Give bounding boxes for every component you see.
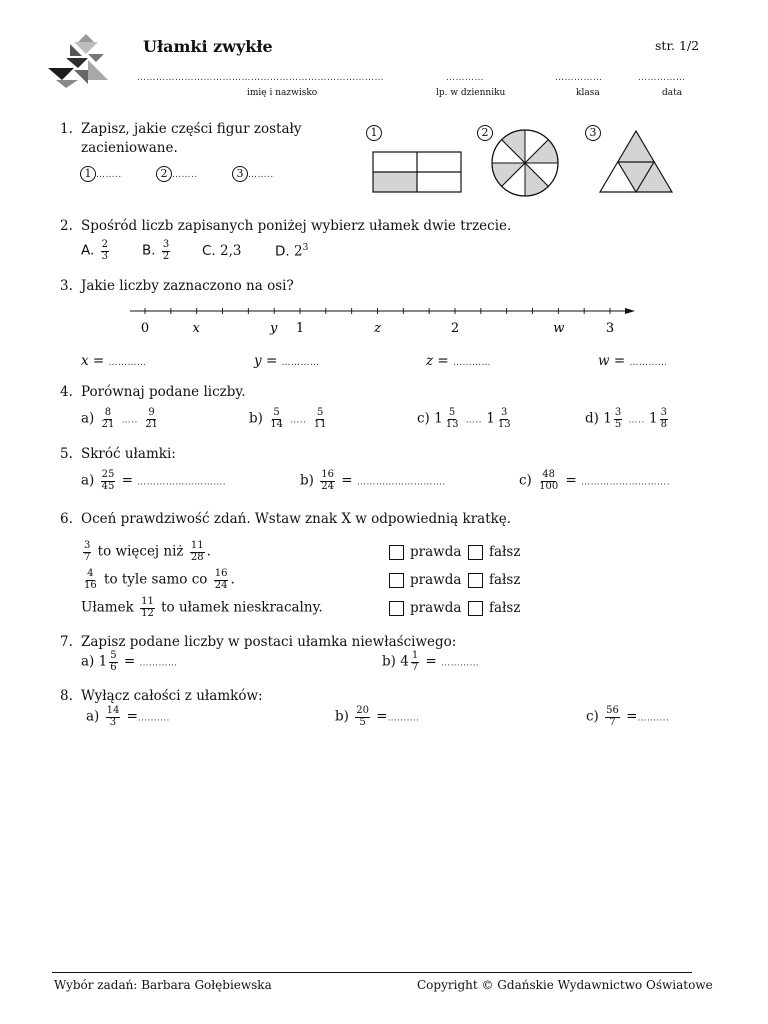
q4-item-c[interactable]: c) 1 $\frac{5}{13}$ ….. 1 $\frac{3}{13}$ [417,407,511,430]
q4-number: 4. [60,384,73,400]
q5-item-b[interactable]: b) $\frac{16}{24}$ = ………………………. [300,469,446,492]
q7-number: 7. [60,634,73,650]
q2-option-c[interactable]: C. 2,3 [202,243,242,259]
date-field-label: data [662,88,683,98]
q6-row3-false[interactable]: fałsz [468,600,520,616]
axis-label: 0 [140,321,150,336]
q2-option-d[interactable]: D. $2^3$ [275,243,309,260]
axis-label: w [553,321,565,336]
footer-author: Wybór zadań: Barbara Gołębiewska [54,978,272,992]
checkbox[interactable] [389,545,404,560]
checkbox[interactable] [389,573,404,588]
q8-item-b[interactable]: b) $\frac{20}{5}$ =………. [335,705,420,728]
q5-item-c[interactable]: c) $\frac{48}{100}$ = ………………………. [519,469,670,492]
axis-label: z [374,321,381,336]
name-field-line[interactable]: …………………………………………………………………… [137,73,384,83]
q8-number: 8. [60,688,73,704]
q8-text: Wyłącz całości z ułamków: [81,688,263,704]
q2-option-b[interactable]: B. $\frac{3}{2}$ [142,239,170,262]
q5-text: Skróć ułamki: [81,446,176,462]
q6-row2-false[interactable]: fałsz [468,572,520,588]
q2-option-a[interactable]: A. $\frac{2}{3}$ [81,239,108,262]
publisher-logo [48,34,114,88]
checkbox[interactable] [468,573,483,588]
number-field-line[interactable]: ………… [446,73,484,83]
footer-copyright: Copyright © Gdańskie Wydawnictwo Oświatowe [417,978,713,992]
figure-3-label: 3 [585,125,601,141]
q4-item-d[interactable]: d) 1 $\frac{3}{5}$ ….. 1 $\frac{3}{8}$ [585,407,667,430]
q1-answer-1[interactable]: 1 …….. [80,165,122,182]
q8-item-a[interactable]: a) $\frac{14}{3}$ =………. [86,705,170,728]
q6-text: Oceń prawdziwość zdań. Wstaw znak X w odpowiednią kratkę. [81,511,512,527]
axis-label: 3 [605,321,615,336]
number-line [125,304,640,344]
q4-item-a[interactable]: a) $\frac{8}{21}$ ….. $\frac{9}{21}$ [81,407,158,430]
q1-answer-2[interactable]: 2 …….. [156,165,198,182]
q7-text: Zapisz podane liczby w postaci ułamka niewłaściwego: [81,634,457,650]
axis-label: x [192,321,200,336]
q1-text-line1: Zapisz, jakie części figur zostały [81,121,302,137]
q6-statement-3: Ułamek $\frac{11}{12}$ to ułamek nieskracalny. [81,596,323,619]
date-field-line[interactable]: …………… [638,73,686,83]
q7-item-a[interactable]: a) 1 $\frac{5}{6}$ = ………… [81,650,178,673]
q8-item-c[interactable]: c) $\frac{56}{7}$ =………. [586,705,670,728]
class-field-label: klasa [576,88,600,98]
q5-number: 5. [60,446,73,462]
circled-number: 1 [80,166,96,182]
checkbox[interactable] [389,601,404,616]
q6-row1-true[interactable]: prawda [389,544,461,560]
q4-item-b[interactable]: b) $\frac{5}{14}$ ….. $\frac{5}{11}$ [249,407,327,430]
checkbox[interactable] [468,545,483,560]
number-field-label: lp. w dzienniku [436,88,506,98]
q3-answer-x[interactable]: x = ………… [81,353,147,369]
axis-label: 1 [295,321,305,336]
footer-rule [52,972,692,973]
axis-label: y [269,321,278,336]
checkbox[interactable] [468,601,483,616]
q6-row3-true[interactable]: prawda [389,600,461,616]
figure-triangle [596,128,676,194]
q6-statement-2: $\frac{4}{16}$ to tyle samo co $\frac{16}{24}$ . [84,568,235,591]
name-field-label: imię i nazwisko [247,88,318,98]
q2-text: Spośród liczb zapisanych poniżej wybierz ułamek dwie trzecie. [81,218,512,234]
q6-number: 6. [60,511,73,527]
circled-number: 3 [232,166,248,182]
page-title: Ułamki zwykłe [143,37,273,56]
q5-item-a[interactable]: a) $\frac{25}{45}$ = ………………………. [81,469,227,492]
class-field-line[interactable]: …………… [555,73,603,83]
q3-text: Jakie liczby zaznaczono na osi? [81,278,294,294]
axis-label: 2 [450,321,460,336]
q4-text: Porównaj podane liczby. [81,384,246,400]
q3-answer-w[interactable]: w = ………… [598,353,668,369]
q3-number: 3. [60,278,73,294]
q1-text-line2: zacieniowane. [81,140,178,156]
q6-statement-1: $\frac{3}{7}$ to więcej niż $\frac{11}{28}$ . [84,540,211,563]
q6-row2-true[interactable]: prawda [389,572,461,588]
q3-answer-z[interactable]: z = ………… [426,353,492,369]
q1-number: 1. [60,121,73,137]
q7-item-b[interactable]: b) 4 $\frac{1}{7}$ = ………… [382,650,480,673]
circled-number: 2 [156,166,172,182]
q1-answer-3[interactable]: 3 …….. [232,165,274,182]
page-number: str. 1/2 [655,38,700,53]
q3-answer-y[interactable]: y = ………… [254,353,320,369]
q2-number: 2. [60,218,73,234]
figure-circle [490,128,560,198]
figure-1-label: 1 [366,125,382,141]
figure-2-label: 2 [477,125,493,141]
q6-row1-false[interactable]: fałsz [468,544,520,560]
figure-rectangle [372,151,462,193]
